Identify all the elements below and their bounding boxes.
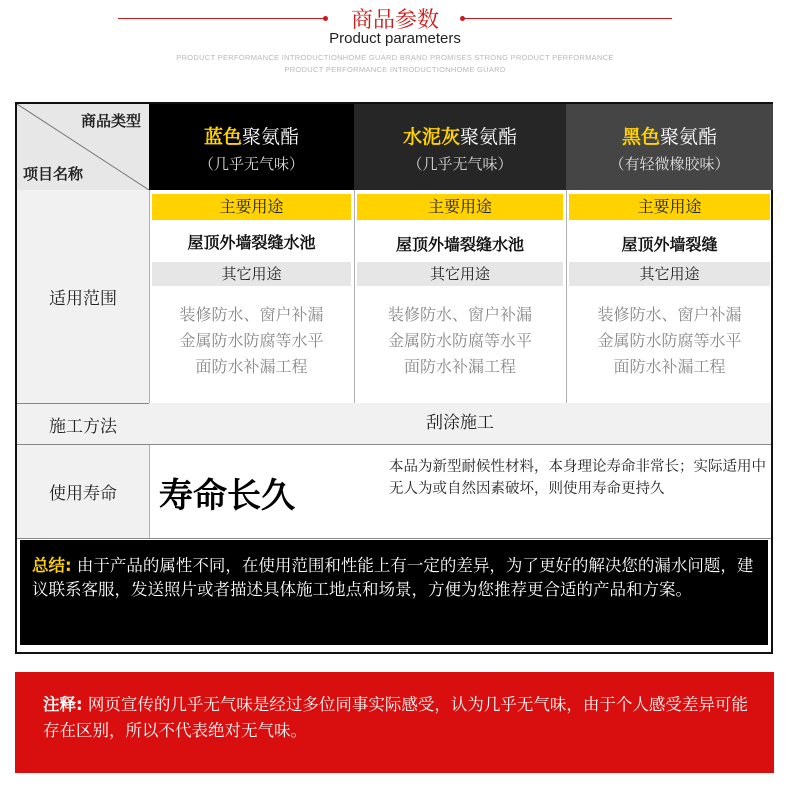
product-color-word: 水泥灰 — [402, 126, 460, 148]
product-odor: （有轻微橡胶味） — [609, 155, 730, 173]
method-value: 刮涂施工 — [149, 403, 771, 444]
other-use-line: 金属防水防腐等水平 — [387, 331, 532, 350]
row-label-method: 施工方法 — [17, 404, 149, 444]
other-use-label: 其它用途 — [357, 262, 563, 286]
life-description: 本品为新型耐候性材料，本身理论寿命非常长；实际适用中无人为或自然因素破坏，则使用寿命更持久 — [389, 459, 766, 497]
life-headline: 寿命长久 — [159, 476, 295, 516]
note-label: 注释: — [43, 695, 83, 714]
primary-use-value: 屋顶外墙裂缝水池 — [187, 233, 316, 252]
product-name: 聚氨酯 — [660, 126, 718, 148]
other-use-line: 面防水补漏工程 — [403, 357, 516, 376]
other-use-line: 金属防水防腐等水平 — [597, 331, 742, 350]
header-tagline-2: PRODUCT PERFORMANCE INTRODUCTIONHOME GUARD — [284, 65, 506, 74]
product-header-black — [566, 104, 773, 190]
row-divider — [17, 538, 771, 539]
primary-use-label: 主要用途 — [152, 194, 351, 220]
summary-label: 总结: — [32, 556, 72, 575]
primary-use-value: 屋顶外墙裂缝 — [621, 235, 718, 254]
note-box — [15, 672, 774, 773]
section-title: 商品参数 — [350, 8, 439, 33]
primary-use-label: 主要用途 — [357, 194, 563, 220]
note-text: 网页宣传的几乎无气味是经过多位同事实际感受，认为几乎无气味，由于个人感受差异可能存在区别，所以不代表绝对无气味。 — [43, 695, 748, 740]
product-odor: （几乎无气味） — [198, 155, 304, 173]
product-name: 聚氨酯 — [460, 126, 518, 148]
summary-box — [20, 540, 768, 645]
parameter-table — [15, 102, 773, 654]
row-label-life: 使用寿命 — [17, 445, 149, 538]
other-use-line: 金属防水防腐等水平 — [179, 331, 324, 350]
product-name: 聚氨酯 — [242, 126, 300, 148]
other-uses — [149, 302, 354, 380]
primary-use-label: 主要用途 — [569, 194, 770, 220]
other-uses — [566, 302, 773, 380]
product-odor: （几乎无气味） — [407, 155, 513, 173]
other-use-line: 装修防水、窗户补漏 — [387, 305, 532, 324]
other-use-label: 其它用途 — [569, 262, 770, 286]
primary-use-value: 屋顶外墙裂缝水池 — [395, 235, 524, 254]
other-use-label: 其它用途 — [152, 262, 351, 286]
product-color-word: 蓝色 — [203, 126, 242, 148]
corner-label-type: 商品类型 — [80, 112, 141, 130]
product-header-blue — [149, 104, 354, 190]
product-color-word: 黑色 — [621, 126, 660, 148]
other-use-line: 装修防水、窗户补漏 — [179, 305, 324, 324]
header-tagline-1: PRODUCT PERFORMANCE INTRODUCTIONHOME GUARD BRAND PROMISES STRONG PRODUCT PERFORMANCE — [176, 53, 614, 62]
corner-cell — [17, 104, 149, 190]
header-right-line — [462, 18, 672, 19]
product-header-grey — [354, 104, 566, 190]
other-use-line: 面防水补漏工程 — [195, 357, 308, 376]
other-uses — [354, 302, 566, 380]
other-use-line: 装修防水、窗户补漏 — [597, 305, 742, 324]
row-label-scope: 适用范围 — [17, 190, 149, 403]
divider — [149, 445, 150, 538]
corner-label-item: 项目名称 — [23, 165, 84, 183]
summary-text: 由于产品的属性不同，在使用范围和性能上有一定的差异，为了更好的解决您的漏水问题，建议联系客服，发送照片或者描述具体施工地点和场景，方便为您推荐更合适的产品和方案。 — [32, 556, 754, 599]
section-subtitle: Product parameters — [329, 30, 461, 47]
other-use-line: 面防水补漏工程 — [613, 357, 726, 376]
